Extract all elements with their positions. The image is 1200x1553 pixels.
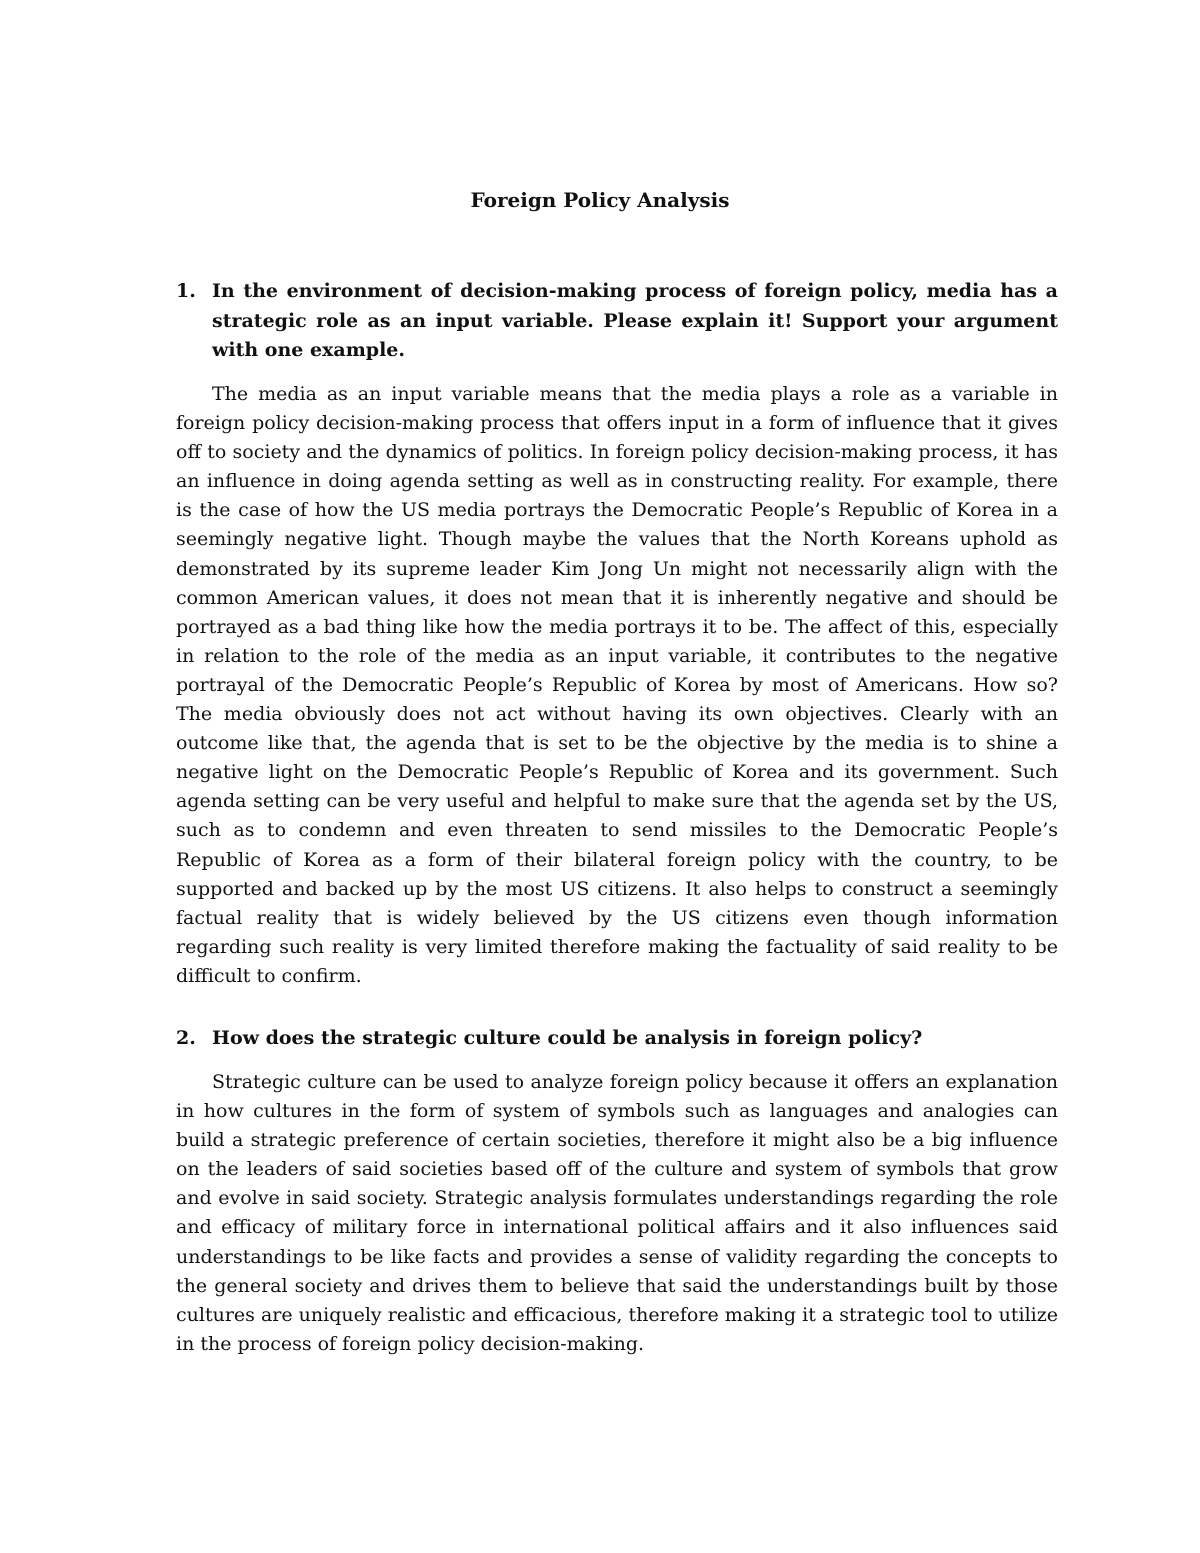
document-title: Foreign Policy Analysis (470, 188, 730, 212)
question-1 (176, 277, 1058, 366)
question-text: How does the strategic culture could be analysis in foreign policy? (212, 1027, 923, 1049)
question-number: 1. (176, 280, 196, 302)
question-text: In the environment of decision-making process of foreign policy, media has a strategic role as an input variable. Please explain it! Support your argument with one example. (212, 280, 1058, 361)
question-number: 2. (176, 1027, 196, 1049)
question-2 (176, 1024, 1058, 1054)
answer-2-paragraph: Strategic culture can be used to analyze foreign policy because it offers an explanation in how cultures in the form of system of symbols such as languages and analogies can build a strategic preference of certain societies, therefore it might also be a big influence on the leaders of said societies based off of the culture and system of symbols that grow and evolve in said society. Strategic analysis formulates understandings regarding the role and efficacy of military force in international political affairs and it also influences said understandings to be like facts and provides a sense of validity regarding the concepts to the general society and drives them to believe that said the understandings built by those cultures are uniquely realistic and efficacious, therefore making it a strategic tool to utilize in the process of foreign policy decision-making. (176, 1071, 1058, 1355)
answer-1-paragraph: The media as an input variable means that the media plays a role as a variable in foreign policy decision-making process that offers input in a form of influence that it gives off to society and the dynamics of politics. In foreign policy decision-making process, it has an influence in doing agenda setting as well as in constructing reality. For example, there is the case of how the US media portrays the Democratic People’s Republic of Korea in a seemingly negative light. Though maybe the values that the North Koreans uphold as demonstrated by its supreme leader Kim Jong Un might not necessarily align with the common American values, it does not mean that it is inherently negative and should be portrayed as a bad thing like how the media portrays it to be. The affect of this, especially in relation to the role of the media as an input variable, it contributes to the negative portrayal of the Democratic People’s Republic of Korea by most of Americans. How so? The media obviously does not act without having its own objectives. Clearly with an outcome like that, the agenda that is set to be the objective by the media is to shine a negative light on the Democratic People’s Republic of Korea and its government. Such agenda setting can be very useful and helpful to make sure that the agenda set by the US, such as to condemn and even threaten to send missiles to the Democratic People’s Republic of Korea as a form of their bilateral foreign policy with the country, to be supported and backed up by the most US citizens. It also helps to construct a seemingly factual reality that is widely believed by the US citizens even though information regarding such reality is very limited therefore making the factuality of said reality to be difficult to confirm. (176, 383, 1058, 987)
